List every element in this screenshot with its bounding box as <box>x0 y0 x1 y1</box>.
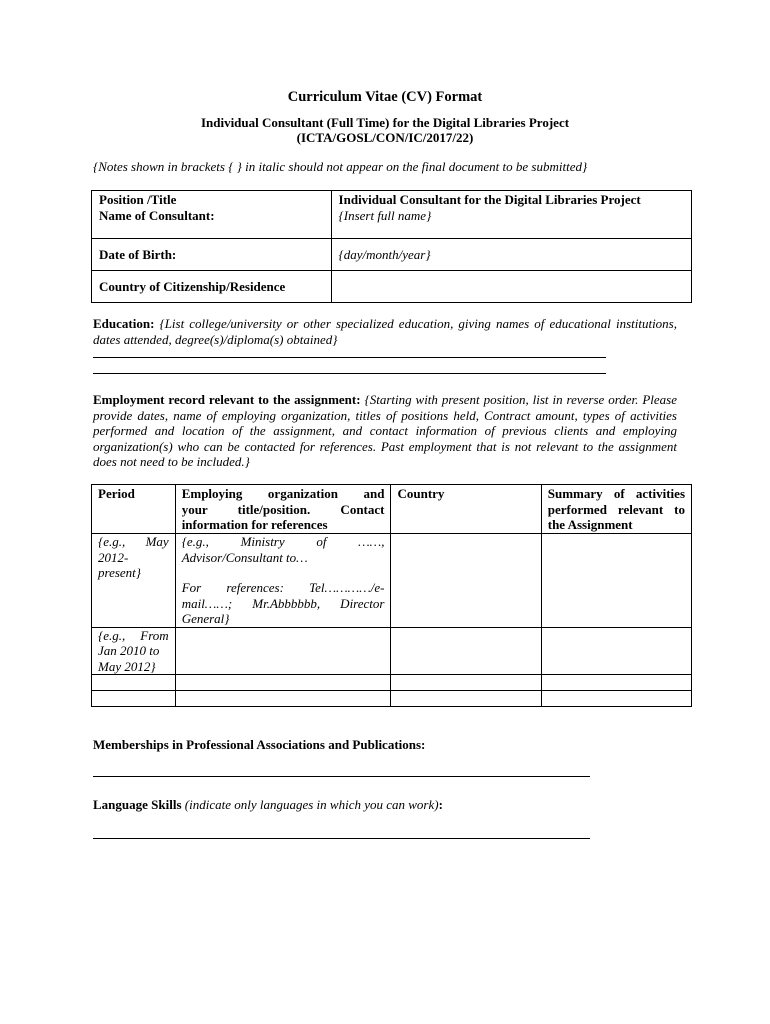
period-text: May 2012} <box>98 658 156 674</box>
period-cell[interactable] <box>92 675 176 691</box>
period-text: {e.g., From <box>98 627 169 643</box>
period-cell[interactable] <box>92 691 176 707</box>
summary-cell[interactable] <box>541 675 691 691</box>
document-title: Curriculum Vitae (CV) Format <box>287 89 483 105</box>
education-blank-line-2[interactable] <box>93 373 606 374</box>
label-cell <box>92 191 332 239</box>
education-label: Education: <box>93 316 155 331</box>
table-row <box>92 239 692 271</box>
org-header-line: information for references <box>181 517 328 532</box>
organization-header <box>175 485 391 534</box>
employment-section <box>93 392 677 470</box>
position-value: Individual Consultant for the Digital Libraries Project <box>338 192 641 207</box>
country-cell[interactable] <box>391 627 541 675</box>
org-header-line: Employing organization and <box>181 486 385 501</box>
education-section <box>93 316 677 347</box>
table-row <box>92 534 692 628</box>
organization-text: For references: Tel…………/e- <box>181 580 385 595</box>
name-value[interactable]: {Insert full name} <box>338 207 432 223</box>
summary-header-line: performed relevant to <box>547 501 685 517</box>
table-row <box>92 271 692 303</box>
languages-colon: : <box>438 797 443 812</box>
country-cell[interactable] <box>391 534 541 628</box>
organization-text: Advisor/Consultant to… <box>181 549 308 565</box>
instructions-note: {Notes shown in brackets { } in italic should not appear on the final document to be submitted} <box>93 159 588 174</box>
position-label: Position /Title <box>99 192 177 207</box>
period-text: present} <box>98 565 141 580</box>
summary-header-line: the Assignment <box>547 517 633 532</box>
country-value[interactable] <box>331 271 691 303</box>
organization-cell[interactable] <box>175 534 391 628</box>
spacer <box>182 565 385 580</box>
memberships-blank-line[interactable] <box>93 776 590 777</box>
memberships-label: Memberships in Professional Associations and Publications: <box>93 737 426 752</box>
country-header: Country <box>391 485 541 534</box>
period-text: {e.g., May <box>98 534 169 549</box>
languages-section <box>93 797 677 813</box>
languages-blank-line[interactable] <box>93 838 590 839</box>
value-cell[interactable] <box>331 191 691 239</box>
table-header-row <box>92 485 692 534</box>
dob-value[interactable]: {day/month/year} <box>331 239 691 271</box>
period-text: 2012- <box>98 549 129 565</box>
summary-cell[interactable] <box>541 691 691 707</box>
employment-instructions: {Starting with present position, list in reverse order. Please provide dates, name of employing organization, titles of positions held, Contract amount, types of activities performed and location of the assignment, and contact information of previous clients and employing organization(s) who can be contacted for references. Past employment that is not relevant to the assignment does not need to be included.} <box>93 392 677 469</box>
organization-text: mail……; Mr.Abbbbbb, Director <box>181 595 385 611</box>
employment-table <box>91 484 692 707</box>
organization-cell[interactable] <box>175 675 391 691</box>
organization-text: General} <box>181 611 230 626</box>
summary-header-line: Summary of activities <box>547 486 685 501</box>
country-cell[interactable] <box>391 691 541 707</box>
country-cell[interactable] <box>391 675 541 691</box>
subtitle-line-1: Individual Consultant (Full Time) for the Digital Libraries Project <box>200 115 570 130</box>
period-text: Jan 2010 to <box>98 643 160 658</box>
org-header-line: your title/position. Contact <box>181 501 385 517</box>
table-row <box>92 191 692 239</box>
education-blank-line-1[interactable] <box>93 357 606 358</box>
period-header: Period <box>92 485 176 534</box>
table-row <box>92 675 692 691</box>
table-row <box>92 691 692 707</box>
summary-header <box>541 485 691 534</box>
name-label: Name of Consultant: <box>99 207 215 223</box>
education-instructions: {List college/university or other specialized education, giving names of educational institutions, dates attended, degree(s)/diploma(s) obtained} <box>93 316 677 347</box>
country-label: Country of Citizenship/Residence <box>92 271 332 303</box>
organization-cell[interactable] <box>175 691 391 707</box>
dob-label: Date of Birth: <box>92 239 332 271</box>
organization-text: {e.g., Ministry of ……, <box>181 534 385 549</box>
period-cell[interactable] <box>92 534 176 628</box>
organization-cell[interactable] <box>175 627 391 675</box>
summary-cell[interactable] <box>541 534 691 628</box>
languages-hint: (indicate only languages in which you can work) <box>181 797 439 812</box>
document-subtitle <box>0 115 770 145</box>
languages-label: Language Skills <box>93 797 182 812</box>
employment-label: Employment record relevant to the assignment: <box>93 392 361 407</box>
period-cell[interactable] <box>92 627 176 675</box>
summary-cell[interactable] <box>541 627 691 675</box>
table-row <box>92 627 692 675</box>
subtitle-line-2: (ICTA/GOSL/CON/IC/2017/22) <box>296 130 474 145</box>
personal-info-table <box>91 190 692 303</box>
